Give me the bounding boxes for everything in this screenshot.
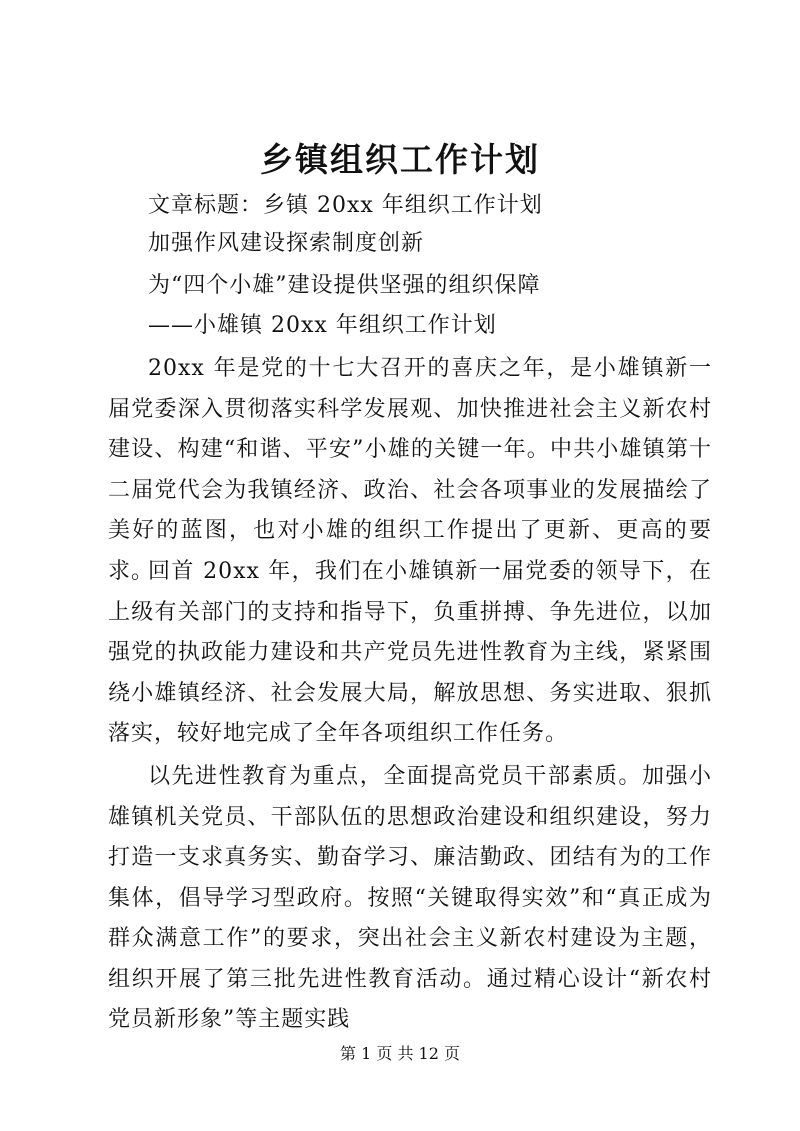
body-paragraph-2: 回首 20xx 年，我们在小雄镇新一届党委的领导下，在上级有关部门的支持和指导下，负重拼搏、争先进位，以加强党的执政能力建设和共产党员先进性教育为主线，紧紧围绕小雄镇经济、社会发展大局，解放思想、务实进取、狠抓落实，较好地完成了全年各项组织工作任务。	[108, 559, 712, 746]
body-paragraph-3: 以先进性教育为重点，全面提高党员干部素质。加强小雄镇机关党员、干部队伍的思想政治建设和组织建设，努力打造一支求真务实、勤奋学习、廉洁勤政、团结有为的工作集体，倡导学习型政府。按照“关键取得实效”和“真正成为群众满意工作”的要求，突出社会主义新农村建设为主题，组织开展了第三批先进性教育活动。通过精心设计“新农村党员新形象”等主题实践	[108, 764, 712, 1032]
subtitle-line-2: 为“四个小雄”建设提供坚强的组织保障	[148, 273, 541, 298]
subtitle-line-1: 加强作风建设探索制度创新	[148, 231, 425, 256]
body-paragraph-1: 20xx 年是党的十七大召开的喜庆之年，是小雄镇新一届党委深入贯彻落实科学发展观、加快推进社会主义新农村建设、构建“和谐、平安”小雄的关键一年。中共小雄镇第十二届党代会为我镇经济、政治、社会各项事业的发展描绘了美好的蓝图，也对小雄的组织工作提出了更新、更高的要求。	[108, 356, 712, 584]
document-title: 乡镇组织工作计划	[260, 140, 540, 179]
article-title-line: 文章标题：乡镇 20xx 年组织工作计划	[148, 193, 543, 218]
page-footer: 第 1 页 共 12 页	[340, 1044, 460, 1063]
subtitle-line-3: ——小雄镇 20xx 年组织工作计划	[148, 313, 497, 338]
